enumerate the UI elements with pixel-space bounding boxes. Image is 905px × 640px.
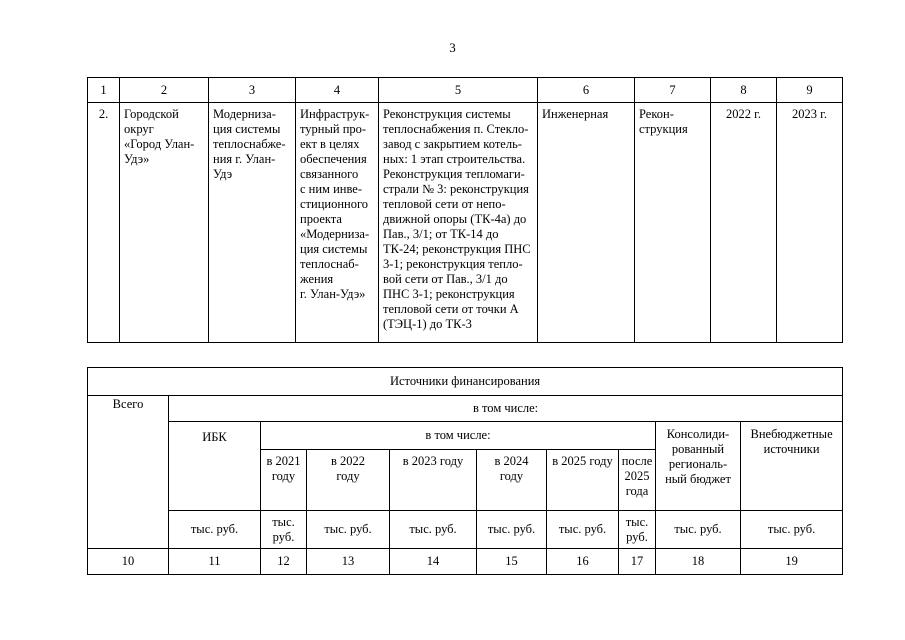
financing-title: Источники финансирования: [88, 368, 843, 396]
table-row: [88, 103, 843, 343]
after-2025-header: после 2025 года: [619, 450, 656, 511]
unit-cell: тыс. руб.: [741, 511, 843, 549]
project-table: [87, 77, 843, 343]
column-number: 8: [711, 78, 777, 103]
column-number: 12: [261, 549, 307, 575]
column-number: 5: [379, 78, 538, 103]
total-header: Всего: [88, 396, 169, 549]
unit-cell: тыс. руб.: [477, 511, 547, 549]
column-number: 7: [635, 78, 711, 103]
description-cell: Реконструкция системы теплоснабжения п. Стекло- завод с закрытием котель- ных: 1 этап строительства. Реконструкция тепломаги- страли № 3: реконструкция тепловой сети от непо- движной опоры (ТК-4а) до Пав., 3/1; от ТК-14 до ТК-24; реконструкция ПНС 3-1; реконструкция тепло- вой сети от Пав., 3/1 до ПНС 3-1; реконструкция тепловой сети от точки А (ТЭЦ-1) до ТК-3: [379, 103, 538, 343]
column-number: 9: [777, 78, 843, 103]
column-numbers-row: [88, 549, 843, 575]
column-number: 3: [209, 78, 296, 103]
infrastructure-type-cell: Инженерная: [538, 103, 635, 343]
year-2023-header: в 2023 году: [390, 450, 477, 511]
unit-cell: тыс. руб.: [547, 511, 619, 549]
year-2024-header: в 2024 году: [477, 450, 547, 511]
including-header: в том числе:: [169, 396, 843, 422]
unit-cell: тыс. руб.: [261, 511, 307, 549]
column-number: 4: [296, 78, 379, 103]
row-number: 2.: [88, 103, 120, 343]
ibk-header: ИБК: [169, 422, 261, 511]
year-2025-header: в 2025 году: [547, 450, 619, 511]
column-number: 2: [120, 78, 209, 103]
financing-table: [87, 367, 843, 575]
column-number: 17: [619, 549, 656, 575]
column-number: 14: [390, 549, 477, 575]
column-numbers-row: [88, 78, 843, 103]
column-number: 10: [88, 549, 169, 575]
column-number: 13: [307, 549, 390, 575]
year-2021-header: в 2021 году: [261, 450, 307, 511]
offbudget-header: Внебюджетные источники: [741, 422, 843, 511]
year-2022-header: в 2022 году: [307, 450, 390, 511]
column-number: 11: [169, 549, 261, 575]
unit-cell: тыс. руб.: [656, 511, 741, 549]
column-number: 19: [741, 549, 843, 575]
column-number: 18: [656, 549, 741, 575]
unit-cell: тыс. руб.: [169, 511, 261, 549]
project-type-cell: Инфраструк- турный про- ект в целях обеспечения связанного с ним инве- стиционного проекта «Модерниза- ция системы теплоснаб- жения г. Улан-Удэ»: [296, 103, 379, 343]
column-number: 1: [88, 78, 120, 103]
column-number: 6: [538, 78, 635, 103]
consolidated-budget-header: Консолиди- рованный региональ- ный бюджет: [656, 422, 741, 511]
work-type-cell: Рекон- струкция: [635, 103, 711, 343]
unit-cell: тыс. руб.: [390, 511, 477, 549]
column-number: 16: [547, 549, 619, 575]
program-cell: Модерниза- ция системы теплоснабже- ния г. Улан- Удэ: [209, 103, 296, 343]
page-number: 3: [449, 40, 456, 55]
municipality-cell: Городской округ «Город Улан- Удэ»: [120, 103, 209, 343]
start-year-cell: 2022 г.: [711, 103, 777, 343]
end-year-cell: 2023 г.: [777, 103, 843, 343]
unit-cell: тыс. руб.: [307, 511, 390, 549]
column-number: 15: [477, 549, 547, 575]
unit-cell: тыс. руб.: [619, 511, 656, 549]
including-sub-header: в том числе:: [261, 422, 656, 450]
